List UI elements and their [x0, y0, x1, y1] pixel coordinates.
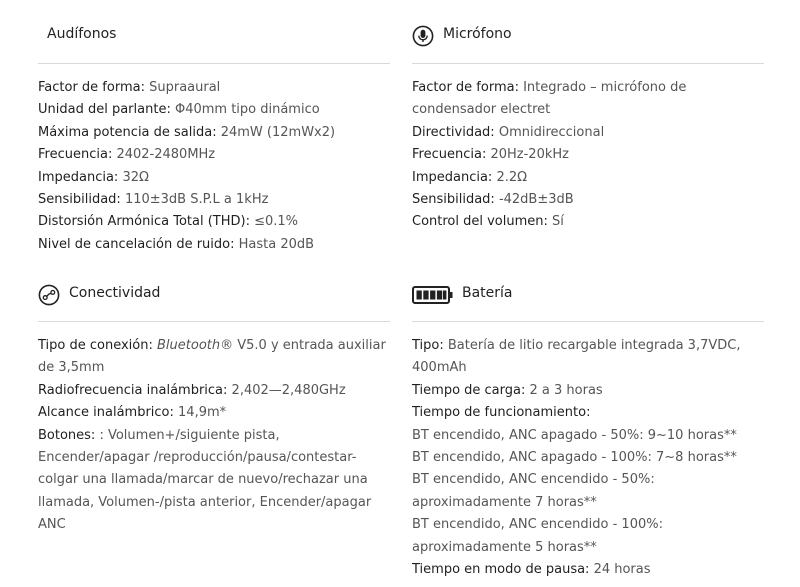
spec-value: 24mW (12mWx2) — [216, 124, 336, 140]
microphone-spec-list — [412, 77, 764, 234]
spec-row — [38, 144, 390, 166]
spec-value: Supraaural — [144, 80, 221, 95]
spec-value: 110±3dB S.P.L a 1kHz — [120, 192, 269, 208]
connectivity-spec-list — [38, 335, 390, 537]
spec-value: Φ40mm tipo dinámico — [170, 102, 320, 118]
spec-value: ≤0.1% — [249, 214, 299, 230]
spec-row — [38, 211, 390, 233]
spec-value: Sí — [547, 214, 564, 230]
section-divider — [412, 321, 764, 322]
headphones-spec-list — [38, 77, 390, 256]
headphones-header — [38, 26, 390, 50]
microphone-icon — [412, 25, 434, 51]
headphones-section — [38, 26, 390, 252]
battery-title: Batería — [462, 285, 513, 301]
spec-value: -42dB±3dB — [494, 192, 574, 208]
spec-row — [38, 335, 390, 380]
spec-label: Distorsión Armónica Total (THD): — [38, 214, 250, 230]
spec-row — [38, 122, 390, 144]
spec-row — [38, 167, 390, 189]
spec-row — [412, 380, 764, 402]
spec-row — [412, 167, 764, 189]
spec-label: Unidad del parlante: — [38, 102, 171, 118]
battery-section — [412, 285, 764, 578]
spec-value: 2 a 3 horas — [525, 382, 603, 398]
spec-label: Botones: — [38, 427, 96, 443]
section-divider — [38, 63, 390, 64]
connectivity-section — [38, 285, 390, 533]
connectivity-title: Conectividad — [69, 285, 161, 301]
spec-label: Impedancia: — [38, 169, 119, 185]
spec-row — [412, 447, 764, 469]
spec-label: Frecuencia: — [412, 147, 487, 163]
spec-label: Factor de forma: — [412, 80, 519, 95]
spec-label: Nivel de cancelación de ruido: — [38, 236, 235, 252]
spec-row — [412, 469, 764, 514]
spec-value: 20Hz-20kHz — [486, 147, 569, 163]
spec-value: Batería de litio recargable integrada 3,7VDC, 400mAh — [412, 338, 741, 376]
spec-row — [38, 77, 390, 99]
spec-label: Alcance inalámbrico: — [38, 405, 174, 421]
spec-row — [412, 144, 764, 166]
spec-row — [412, 514, 764, 559]
spec-row — [38, 380, 390, 402]
spec-value: BT encendido, ANC apagado - 50%: 9~10 horas** — [412, 427, 737, 443]
spec-row — [38, 402, 390, 424]
spec-label: Máxima potencia de salida: — [38, 124, 217, 140]
battery-spec-list — [412, 335, 764, 581]
section-divider — [38, 321, 390, 322]
spec-row — [412, 189, 764, 211]
microphone-section — [412, 26, 764, 230]
connectivity-header — [38, 285, 390, 309]
spec-label: Tiempo de funcionamiento: — [412, 405, 591, 421]
spec-row — [38, 189, 390, 211]
spec-row — [412, 77, 764, 122]
spec-label: Tipo: — [412, 338, 444, 353]
battery-icon — [412, 285, 454, 309]
spec-value: : Volumen+/siguiente pista, Encender/apagar /reproducción/pausa/contestar-colgar una llamada/marcar de nuevo/rechazar una llamada, Volumen-/pista anterior, Encender/apagar ANC — [38, 427, 372, 533]
microphone-title: Micrófono — [443, 26, 512, 42]
spec-row — [412, 211, 764, 233]
spec-label: Tiempo en modo de pausa: — [412, 562, 590, 578]
spec-row — [412, 402, 764, 424]
spec-row — [412, 425, 764, 447]
spec-label: Tiempo de carga: — [412, 382, 526, 398]
spec-value: 2402-2480MHz — [112, 147, 216, 163]
connectivity-icon — [38, 284, 60, 310]
spec-value: BT encendido, ANC apagado - 100%: 7~8 horas** — [412, 450, 737, 466]
spec-row — [412, 559, 764, 581]
microphone-header — [412, 26, 764, 50]
spec-label: Sensibilidad: — [412, 192, 495, 208]
spec-row — [38, 234, 390, 256]
spec-value: Hasta 20dB — [234, 236, 315, 252]
spec-label: Sensibilidad: — [38, 192, 121, 208]
spec-label: Impedancia: — [412, 169, 493, 185]
spec-value: Omnidireccional — [494, 124, 605, 140]
spec-value: 2,402—2,480GHz — [227, 382, 346, 398]
spec-value: BT encendido, ANC encendido - 100%: aproximadamente 5 horas** — [412, 517, 663, 555]
spec-label: Control del volumen: — [412, 214, 548, 230]
spec-row — [412, 335, 764, 380]
spec-label: Frecuencia: — [38, 147, 113, 163]
spec-value: V5.0 y entrada auxiliar de 3,5mm — [38, 338, 386, 376]
section-divider — [412, 63, 764, 64]
spec-label: Radiofrecuencia inalámbrica: — [38, 382, 228, 398]
spec-value: 2.2Ω — [492, 169, 528, 185]
spec-label: Factor de forma: — [38, 80, 145, 95]
spec-value: 14,9m* — [173, 405, 227, 421]
spec-row — [412, 122, 764, 144]
spec-value: 24 horas — [589, 562, 651, 578]
spec-label: Directividad: — [412, 124, 495, 140]
spec-value: Integrado – micrófono de condensador electret — [412, 80, 687, 118]
spec-label: Tipo de conexión: — [38, 338, 153, 353]
spec-row — [38, 99, 390, 121]
bluetooth-text: Bluetooth® — [157, 338, 234, 353]
battery-header — [412, 285, 764, 309]
headphones-title: Audífonos — [47, 26, 117, 42]
spec-value: BT encendido, ANC encendido - 50%: aproximadamente 7 horas** — [412, 472, 655, 510]
spec-value: 32Ω — [118, 169, 149, 185]
spec-row — [38, 425, 390, 537]
